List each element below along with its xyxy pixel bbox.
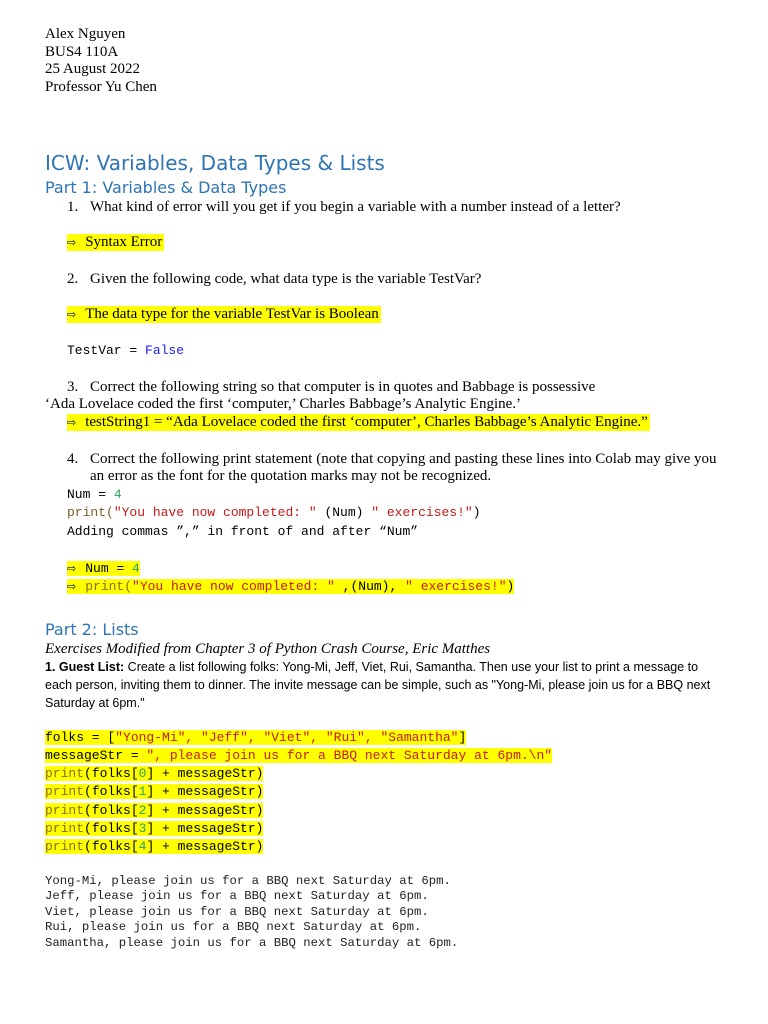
code-arg: ] + messageStr)	[146, 784, 264, 799]
q2-number: 2.	[67, 271, 79, 287]
code-variable: Num =	[67, 487, 114, 502]
date: 25 August 2022	[45, 61, 141, 77]
part2-heading: Part 2: Lists	[45, 620, 139, 639]
code-function: print	[45, 839, 85, 854]
code-variable: Num =	[85, 561, 133, 576]
code-index: 2	[138, 803, 147, 818]
arrow-right-icon: ⇨	[67, 308, 77, 321]
code-index: 1	[138, 784, 147, 799]
q3-text: Correct the following string so that computer is in quotes and Babbage is possessive	[90, 379, 596, 395]
code-arg: ] + messageStr)	[146, 766, 264, 781]
part2-subtitle: Exercises Modified from Chapter 3 of Python Crash Course, Eric Matthes	[45, 641, 491, 657]
q2-text: Given the following code, what data type is the variable TestVar?	[90, 271, 482, 287]
code-string: " exercises!"	[371, 505, 473, 520]
q1-number: 1.	[67, 199, 79, 215]
document-title: ICW: Variables, Data Types & Lists	[45, 151, 385, 175]
code-variable: folks = [	[45, 730, 116, 745]
q3-original-string: ‘Ada Lovelace coded the first ‘computer,’ Charles Babbage’s Analytic Engine.’	[45, 396, 522, 412]
code-string: "You have now completed: "	[132, 579, 335, 594]
q1-text: What kind of error will you get if you begin a variable with a number instead of a letter?	[90, 199, 621, 215]
code-index: 3	[138, 821, 147, 836]
q4-note: Adding commas ”,” in front of and after “Num”	[67, 524, 419, 539]
code-arg: ] + messageStr)	[146, 803, 264, 818]
part1-heading: Part 1: Variables & Data Types	[45, 178, 287, 197]
code-index: 0	[138, 766, 147, 781]
code-bracket: ]	[458, 730, 467, 745]
code-function: print(	[67, 505, 114, 520]
code-function: print	[45, 821, 85, 836]
code-variable: TestVar =	[67, 343, 146, 358]
code-string: ", please join us for a BBQ next Saturday at 6pm.\n"	[146, 748, 553, 763]
output-line: Jeff, please join us for a BBQ next Saturday at 6pm.	[45, 889, 429, 903]
code-variable: messageStr =	[45, 748, 147, 763]
code-print-line	[45, 784, 263, 799]
code-arg: (folks[	[84, 784, 139, 799]
professor: Professor Yu Chen	[45, 79, 157, 95]
code-print-line	[45, 821, 263, 836]
code-string-list: "Yong-Mi", "Jeff", "Viet", "Rui", "Samantha"	[115, 730, 459, 745]
code-value: False	[145, 343, 185, 358]
code-arg: ] + messageStr)	[146, 821, 264, 836]
code-function: print	[45, 766, 85, 781]
output-line: Yong-Mi, please join us for a BBQ next Saturday at 6pm.	[45, 874, 451, 888]
code-function: print(	[85, 579, 133, 594]
code-number: 4	[113, 487, 122, 502]
code-string: "You have now completed: "	[113, 505, 317, 520]
code-number: 4	[132, 561, 140, 576]
code-arg: (folks[	[84, 821, 139, 836]
q3-number: 3.	[67, 379, 79, 395]
q1-answer-text: Syntax Error	[85, 234, 163, 250]
code-function: print	[45, 784, 85, 799]
code-paren: )	[506, 579, 515, 594]
q4-code-print	[67, 505, 481, 520]
code-index: 4	[138, 839, 147, 854]
arrow-right-icon: ⇨	[67, 562, 77, 575]
code-arg: ] + messageStr)	[146, 839, 264, 854]
author-name: Alex Nguyen	[45, 26, 126, 42]
output-line: Samantha, please join us for a BBQ next Saturday at 6pm.	[45, 936, 459, 950]
q4-answer-print	[67, 579, 514, 594]
arrow-right-icon: ⇨	[67, 236, 77, 249]
exercise-line3: Saturday at 6pm."	[45, 696, 145, 710]
code-folks-line	[45, 730, 466, 745]
code-print-line	[45, 803, 263, 818]
code-arg: (folks[	[84, 766, 139, 781]
q3-answer-text: testString1 = “Ada Lovelace coded the first ‘computer’, Charles Babbage’s Analytic Engine.”	[85, 414, 648, 430]
arrow-right-icon: ⇨	[67, 416, 77, 429]
q2-answer	[67, 306, 381, 323]
code-arg: (Num)	[316, 505, 372, 520]
q4-code-num	[67, 487, 122, 502]
code-function: print	[45, 803, 85, 818]
q4-number: 4.	[67, 451, 79, 467]
exercise-text: Create a list following folks: Yong-Mi, Jeff, Viet, Rui, Samantha. Then use your list to print a message to	[124, 660, 699, 674]
code-arg: (folks[	[84, 803, 139, 818]
q4-text-line2: an error as the font for the quotation marks may not be recognized.	[90, 468, 492, 484]
exercise-line2: each person, inviting them to dinner. The invite message can be simple, such as "Yong-Mi, please join us for a BBQ next	[45, 678, 711, 692]
q2-answer-text: The data type for the variable TestVar is Boolean	[85, 306, 379, 322]
q4-text-line1: Correct the following print statement (note that copying and pasting these lines into Colab may give you	[90, 451, 717, 467]
output-line: Rui, please join us for a BBQ next Saturday at 6pm.	[45, 920, 422, 934]
code-string: " exercises!"	[405, 579, 507, 594]
course-code: BUS4 110A	[45, 44, 119, 60]
q3-answer	[67, 414, 650, 431]
arrow-right-icon: ⇨	[67, 580, 77, 593]
q4-answer-num	[67, 561, 140, 576]
exercise-line1	[45, 658, 698, 676]
code-message-line	[45, 748, 552, 763]
code-print-line	[45, 839, 263, 854]
code-arg: (folks[	[84, 839, 139, 854]
output-line: Viet, please join us for a BBQ next Saturday at 6pm.	[45, 905, 429, 919]
q2-code	[67, 343, 184, 358]
code-paren: )	[472, 505, 481, 520]
code-arg: ,(Num),	[334, 579, 406, 594]
code-print-line	[45, 766, 263, 781]
q1-answer	[67, 234, 164, 251]
exercise-label: 1. Guest List:	[45, 660, 125, 674]
